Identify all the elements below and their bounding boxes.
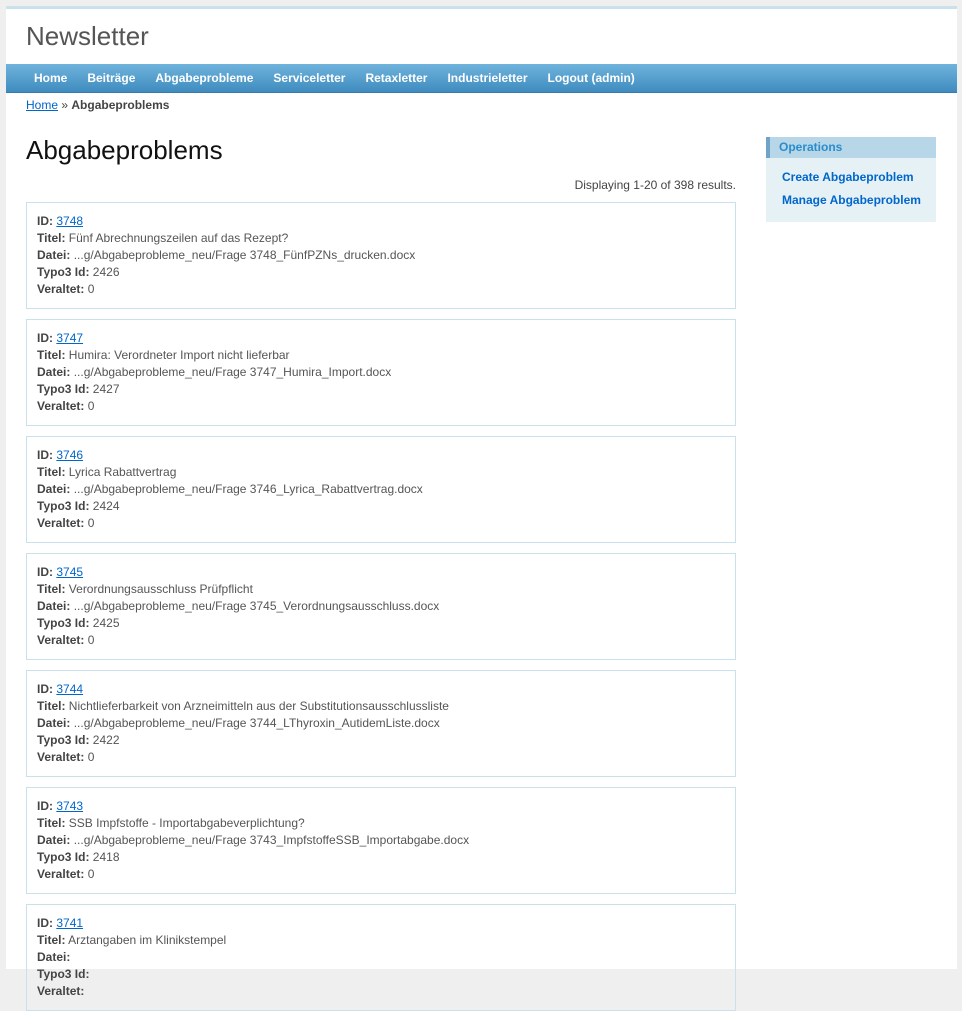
item-id-link[interactable]: 3745 — [56, 565, 84, 579]
field-value: 2418 — [92, 850, 120, 864]
item-id-link[interactable]: 3741 — [56, 916, 84, 930]
field-label: ID: — [37, 565, 53, 579]
site-logo: Newsletter — [26, 21, 149, 51]
field-typo3 — [37, 498, 725, 515]
field-label: ID: — [37, 331, 53, 345]
field-typo3 — [37, 615, 725, 632]
field-label: Titel: — [37, 465, 66, 479]
field-label: Veraltet: — [37, 516, 85, 530]
menu-item-home[interactable]: Home — [34, 71, 68, 85]
field-titel — [37, 581, 725, 598]
item-list — [26, 202, 736, 1011]
field-label: Typo3 Id: — [37, 967, 90, 981]
field-value: 0 — [87, 516, 95, 530]
page-container — [6, 6, 957, 998]
field-label: Veraltet: — [37, 984, 85, 998]
breadcrumb — [26, 98, 169, 112]
field-label: Veraltet: — [37, 750, 85, 764]
field-id — [37, 915, 725, 932]
field-label: ID: — [37, 916, 53, 930]
field-label: Titel: — [37, 348, 66, 362]
field-label: Titel: — [37, 933, 66, 947]
field-label: Veraltet: — [37, 282, 85, 296]
field-datei — [37, 247, 725, 264]
list-item — [26, 553, 736, 660]
field-datei — [37, 598, 725, 615]
field-label: ID: — [37, 214, 53, 228]
field-value: Humira: Verordneter Import nicht lieferbar — [68, 348, 290, 362]
item-id-link[interactable]: 3744 — [56, 682, 84, 696]
menu-item-retaxletter[interactable]: Retaxletter — [365, 71, 428, 85]
field-veraltet — [37, 398, 725, 415]
list-item — [26, 436, 736, 543]
field-titel — [37, 230, 725, 247]
manage-abgabeproblem-link[interactable]: Manage Abgabeproblem — [782, 193, 921, 207]
field-value: Verordnungsausschluss Prüfpflicht — [68, 582, 253, 596]
item-id-link[interactable]: 3748 — [56, 214, 84, 228]
list-item — [26, 202, 736, 309]
field-titel — [37, 347, 725, 364]
field-titel — [37, 815, 725, 832]
field-veraltet — [37, 749, 725, 766]
item-id-link[interactable]: 3746 — [56, 448, 84, 462]
create-abgabeproblem-link[interactable]: Create Abgabeproblem — [782, 170, 914, 184]
field-datei — [37, 949, 725, 966]
field-id — [37, 564, 725, 581]
list-item — [26, 670, 736, 777]
field-titel — [37, 932, 725, 949]
operations-portlet — [766, 137, 936, 222]
field-id — [37, 330, 725, 347]
field-label: Titel: — [37, 582, 66, 596]
field-label: Typo3 Id: — [37, 850, 90, 864]
menu-item-industrieletter[interactable]: Industrieletter — [447, 71, 528, 85]
field-veraltet — [37, 281, 725, 298]
menu-item-serviceletter[interactable]: Serviceletter — [273, 71, 346, 85]
breadcrumb-current: Abgabeproblems — [71, 98, 170, 112]
field-veraltet — [37, 866, 725, 883]
list-item — [26, 787, 736, 894]
field-datei — [37, 715, 725, 732]
field-value: 0 — [87, 282, 95, 296]
field-value: ...g/Abgabeprobleme_neu/Frage 3747_Humira_Import.docx — [73, 365, 392, 379]
menu-item-logout[interactable]: Logout (admin) — [547, 71, 635, 85]
field-titel — [37, 464, 725, 481]
field-titel — [37, 698, 725, 715]
page-title: Abgabeproblems — [26, 135, 223, 165]
menu-item-abgabeprobleme[interactable]: Abgabeprobleme — [155, 71, 254, 85]
field-label: Datei: — [37, 599, 71, 613]
breadcrumb-separator: » — [61, 98, 69, 112]
field-value: 0 — [87, 399, 95, 413]
field-label: Typo3 Id: — [37, 616, 90, 630]
field-datei — [37, 832, 725, 849]
field-value: 0 — [87, 750, 95, 764]
field-label: Typo3 Id: — [37, 733, 90, 747]
field-label: ID: — [37, 799, 53, 813]
field-value: ...g/Abgabeprobleme_neu/Frage 3746_Lyrica_Rabattvertrag.docx — [73, 482, 423, 496]
field-label: Veraltet: — [37, 867, 85, 881]
field-value: 2426 — [92, 265, 120, 279]
field-label: Typo3 Id: — [37, 265, 90, 279]
field-value: Lyrica Rabattvertrag — [68, 465, 177, 479]
main-menu — [6, 64, 957, 93]
header — [6, 9, 957, 61]
field-label: Titel: — [37, 699, 66, 713]
field-label: ID: — [37, 448, 53, 462]
field-value: 0 — [87, 633, 95, 647]
field-label: Datei: — [37, 950, 71, 964]
field-label: Typo3 Id: — [37, 382, 90, 396]
field-value: Fünf Abrechnungszeilen auf das Rezept? — [68, 231, 289, 245]
list-item — [26, 904, 736, 1011]
field-id — [37, 213, 725, 230]
menu-item-beitraege[interactable]: Beiträge — [87, 71, 136, 85]
portlet-title: Operations — [766, 137, 936, 158]
field-typo3 — [37, 966, 725, 983]
item-id-link[interactable]: 3743 — [56, 799, 84, 813]
field-veraltet — [37, 632, 725, 649]
field-label: Titel: — [37, 816, 66, 830]
field-label: Datei: — [37, 248, 71, 262]
field-value: SSB Impfstoffe - Importabgabeverplichtung? — [68, 816, 305, 830]
field-label: Veraltet: — [37, 399, 85, 413]
field-value: 2424 — [92, 499, 120, 513]
field-veraltet — [37, 983, 725, 1000]
list-item — [26, 319, 736, 426]
field-value: ...g/Abgabeprobleme_neu/Frage 3748_FünfPZNs_drucken.docx — [73, 248, 416, 262]
field-typo3 — [37, 849, 725, 866]
field-label: Datei: — [37, 482, 71, 496]
field-label: Typo3 Id: — [37, 499, 90, 513]
main-content — [26, 134, 736, 1011]
field-value: ...g/Abgabeprobleme_neu/Frage 3744_LThyroxin_AutidemListe.docx — [73, 716, 440, 730]
field-value: ...g/Abgabeprobleme_neu/Frage 3745_Verordnungsausschluss.docx — [73, 599, 440, 613]
field-value: ...g/Abgabeprobleme_neu/Frage 3743_ImpfstoffeSSB_Importabgabe.docx — [73, 833, 470, 847]
field-label: Titel: — [37, 231, 66, 245]
field-typo3 — [37, 264, 725, 281]
field-value: Arztangaben im Klinikstempel — [68, 933, 227, 947]
field-datei — [37, 481, 725, 498]
field-typo3 — [37, 381, 725, 398]
field-id — [37, 447, 725, 464]
field-value: 2422 — [92, 733, 120, 747]
field-value: 2427 — [92, 382, 120, 396]
field-value: 0 — [87, 867, 95, 881]
field-veraltet — [37, 515, 725, 532]
field-label: ID: — [37, 682, 53, 696]
field-id — [37, 681, 725, 698]
field-label: Datei: — [37, 365, 71, 379]
field-label: Datei: — [37, 833, 71, 847]
results-summary: Displaying 1-20 of 398 results. — [574, 178, 736, 192]
field-id — [37, 798, 725, 815]
breadcrumb-home-link[interactable]: Home — [26, 98, 59, 112]
field-value: Nichtlieferbarkeit von Arzneimitteln aus der Substitutionsausschlussliste — [68, 699, 449, 713]
field-label: Veraltet: — [37, 633, 85, 647]
field-value: 2425 — [92, 616, 120, 630]
item-id-link[interactable]: 3747 — [56, 331, 84, 345]
field-datei — [37, 364, 725, 381]
field-label: Datei: — [37, 716, 71, 730]
field-typo3 — [37, 732, 725, 749]
